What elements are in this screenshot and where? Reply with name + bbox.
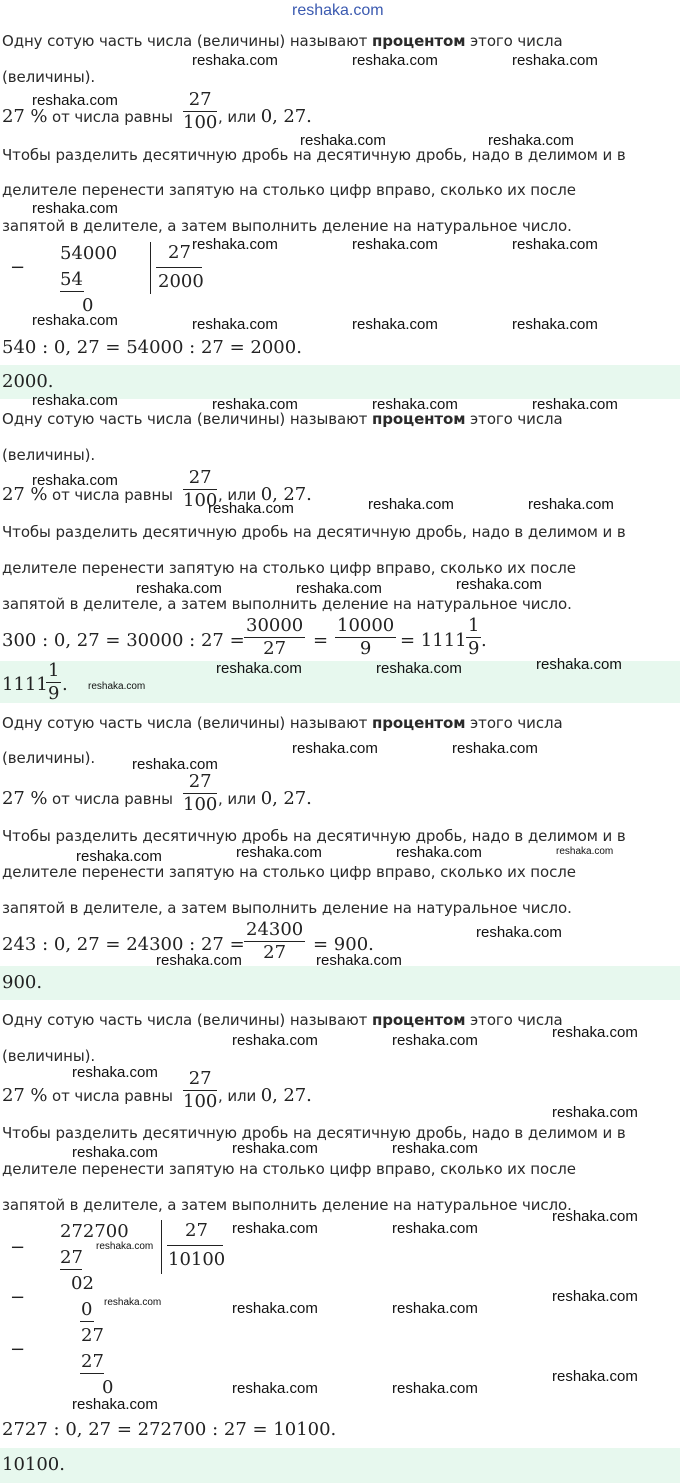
watermark: reshaka.com	[512, 316, 598, 333]
watermark: reshaka.com	[512, 236, 598, 253]
watermark: reshaka.com	[300, 132, 386, 149]
fraction-numerator: 27	[183, 1069, 217, 1091]
fraction-denominator: 100	[183, 112, 218, 133]
rule-line-3: запятой в делителе, а затем выполнить деление на натуральное число.	[2, 1196, 572, 1214]
theory-line-2: (величины).	[2, 68, 96, 86]
rule-line-1: Чтобы разделить десятичную дробь на десятичную дробь, надо в делимом и в	[2, 1124, 626, 1142]
subtrahend-underline	[80, 1373, 104, 1374]
watermark: reshaka.com	[208, 500, 294, 517]
fraction	[335, 616, 396, 659]
watermark: reshaka.com	[512, 52, 598, 69]
watermark: reshaka.com	[556, 846, 614, 857]
watermark: reshaka.com	[352, 236, 438, 253]
percent-tail-text: , или	[218, 108, 261, 126]
watermark: reshaka.com	[392, 1140, 478, 1157]
watermark: reshaka.com	[232, 1380, 318, 1397]
theory-text: этого числа	[465, 32, 563, 50]
fraction-denominator: 100	[183, 1091, 218, 1112]
subtrahend: 54	[60, 269, 83, 290]
divisor-underline	[167, 1245, 223, 1246]
theory-line-1	[2, 714, 563, 732]
equation-dot: .	[481, 630, 487, 651]
percent-label: 27 %	[2, 788, 48, 809]
watermark: reshaka.com	[132, 756, 218, 773]
answer: 10100.	[2, 1454, 65, 1475]
watermark: reshaka.com	[488, 132, 574, 149]
theory-text: этого числа	[465, 714, 563, 732]
equals-sign: =	[313, 630, 329, 651]
watermark: reshaka.com	[96, 1241, 154, 1252]
dividend: 272700	[60, 1221, 129, 1242]
watermark: reshaka.com	[72, 1396, 158, 1413]
division-bar	[161, 1220, 162, 1274]
watermark: reshaka.com	[236, 844, 322, 861]
mixed-fraction	[466, 616, 481, 659]
watermark: reshaka.com	[532, 396, 618, 413]
fraction-denominator: 9	[48, 683, 60, 704]
remainder: 0	[102, 1377, 114, 1398]
fraction-denominator: 27	[263, 638, 287, 659]
fraction-denominator: 100	[183, 794, 218, 815]
watermark: reshaka.com	[396, 844, 482, 861]
watermark: reshaka.com	[212, 396, 298, 413]
watermark: reshaka.com	[392, 1300, 478, 1317]
fraction-numerator: 27	[183, 772, 217, 794]
watermark: reshaka.com	[104, 1297, 162, 1308]
fraction-numerator: 30000	[246, 615, 304, 636]
subtrahend-underline	[60, 1269, 82, 1270]
fraction-denominator: 27	[263, 942, 287, 963]
watermark: reshaka.com	[232, 1220, 318, 1237]
watermark: reshaka.com	[552, 1208, 638, 1225]
percent-line	[2, 789, 173, 809]
percent-line	[2, 1086, 173, 1106]
watermark: reshaka.com	[216, 660, 302, 677]
answer-box	[0, 966, 680, 1000]
watermark: reshaka.com	[456, 576, 542, 593]
fraction-numerator: 27	[183, 90, 217, 112]
subtrahend: 0	[81, 1299, 93, 1320]
subtrahend: 27	[81, 1351, 104, 1372]
theory-bold-term: процентом	[371, 410, 466, 428]
percent-label: 27 %	[2, 1085, 48, 1106]
answer-dot: .	[62, 674, 68, 695]
minus-sign: −	[10, 1339, 26, 1360]
answer-box	[0, 1448, 680, 1483]
answer-whole: 1111	[2, 674, 48, 695]
subtrahend-underline	[80, 1321, 94, 1322]
answer-fraction	[46, 661, 61, 704]
equation: 540 : 0, 27 = 54000 : 27 = 2000.	[2, 337, 302, 358]
theory-bold-term: процентом	[371, 714, 466, 732]
rule-line-3: запятой в делителе, а затем выполнить деление на натуральное число.	[2, 595, 572, 613]
watermark: reshaka.com	[72, 1144, 158, 1161]
theory-text: Одну сотую часть числа (величины) называют	[2, 32, 372, 50]
divisor: 27	[185, 1220, 208, 1241]
watermark: reshaka.com	[232, 1032, 318, 1049]
watermark: reshaka.com	[552, 1104, 638, 1121]
percent-text: от числа равны	[47, 1087, 173, 1105]
watermark: reshaka.com	[352, 52, 438, 69]
equation-part: = 900.	[313, 934, 374, 955]
watermark: reshaka.com	[292, 740, 378, 757]
percent-tail	[218, 107, 312, 127]
rule-line-1: Чтобы разделить десятичную дробь на десятичную дробь, надо в делимом и в	[2, 146, 626, 164]
watermark: reshaka.com	[296, 580, 382, 597]
fraction	[244, 920, 305, 963]
percent-tail	[218, 1086, 312, 1106]
watermark: reshaka.com	[552, 1288, 638, 1305]
percent-text: от числа равны	[47, 108, 173, 126]
theory-line-1	[2, 32, 563, 50]
fraction-27-100	[183, 1069, 217, 1112]
theory-bold-term: процентом	[371, 1011, 466, 1029]
theory-text: Одну сотую часть числа (величины) называют	[2, 1011, 372, 1029]
site-title[interactable]: reshaka.com	[292, 2, 384, 19]
theory-bold-term: процентом	[371, 32, 466, 50]
divisor-underline	[156, 267, 202, 268]
watermark: reshaka.com	[372, 396, 458, 413]
fraction-numerator: 24300	[246, 919, 304, 940]
watermark: reshaka.com	[536, 656, 622, 673]
watermark: reshaka.com	[192, 316, 278, 333]
subtrahend: 27	[60, 1247, 83, 1268]
answer: 2000.	[2, 371, 54, 392]
fraction-denominator: 9	[359, 638, 372, 659]
watermark: reshaka.com	[352, 316, 438, 333]
percent-label: 27 %	[2, 484, 48, 505]
percent-label: 27 %	[2, 106, 48, 127]
dividend: 54000	[60, 243, 118, 264]
watermark: reshaka.com	[32, 200, 118, 217]
theory-text: этого числа	[465, 410, 563, 428]
rule-line-2: делителе перенести запятую на столько цифр вправо, сколько их после	[2, 1160, 576, 1178]
watermark: reshaka.com	[476, 924, 562, 941]
fraction-denominator: 100	[183, 490, 218, 511]
minus-sign: −	[10, 1287, 26, 1308]
percent-text: от числа равны	[47, 790, 173, 808]
watermark: reshaka.com	[32, 312, 118, 329]
percent-tail	[218, 789, 312, 809]
answer: 900.	[2, 972, 43, 993]
watermark: reshaka.com	[136, 580, 222, 597]
watermark: reshaka.com	[76, 848, 162, 865]
watermark: reshaka.com	[452, 740, 538, 757]
fraction-numerator: 27	[183, 468, 217, 490]
equation-part: 300 : 0, 27 = 30000 : 27 =	[2, 630, 245, 651]
watermark: reshaka.com	[552, 1368, 638, 1385]
fraction-numerator: 10000	[337, 615, 395, 636]
watermark: reshaka.com	[368, 496, 454, 513]
theory-line-1	[2, 1011, 563, 1029]
rule-line-2: делителе перенести запятую на столько цифр вправо, сколько их после	[2, 181, 576, 199]
theory-line-2: (величины).	[2, 749, 96, 767]
rule-line-3: запятой в делителе, а затем выполнить деление на натуральное число.	[2, 899, 572, 917]
watermark: reshaka.com	[392, 1032, 478, 1049]
percent-value: 0, 27.	[260, 1085, 312, 1106]
fraction-27-100	[183, 772, 217, 815]
remainder: 02	[71, 1273, 94, 1294]
theory-text: Одну сотую часть числа (величины) называют	[2, 714, 372, 732]
watermark: reshaka.com	[88, 681, 146, 692]
watermark: reshaka.com	[376, 660, 462, 677]
rule-line-2: делителе перенести запятую на столько цифр вправо, сколько их после	[2, 863, 576, 881]
watermark: reshaka.com	[32, 92, 118, 109]
quotient: 2000	[158, 271, 204, 292]
theory-line-2: (величины).	[2, 446, 96, 464]
equation: 2727 : 0, 27 = 272700 : 27 = 10100.	[2, 1419, 337, 1440]
equation-part: 243 : 0, 27 = 24300 : 27 =	[2, 934, 245, 955]
fraction-denominator: 9	[468, 638, 480, 659]
watermark: reshaka.com	[392, 1220, 478, 1237]
theory-text: этого числа	[465, 1011, 563, 1029]
fraction-numerator: 1	[48, 660, 60, 681]
remainder: 0	[82, 295, 94, 316]
watermark: reshaka.com	[316, 952, 402, 969]
minus-sign: −	[10, 257, 26, 278]
divisor: 27	[168, 242, 191, 263]
remainder: 27	[81, 1325, 104, 1346]
watermark: reshaka.com	[32, 472, 118, 489]
fraction	[244, 616, 305, 659]
watermark: reshaka.com	[192, 236, 278, 253]
watermark: reshaka.com	[156, 952, 242, 969]
quotient: 10100	[168, 1249, 226, 1270]
watermark: reshaka.com	[528, 496, 614, 513]
watermark: reshaka.com	[552, 1024, 638, 1041]
theory-text: Одну сотую часть числа (величины) называют	[2, 410, 372, 428]
theory-line-2: (величины).	[2, 1047, 96, 1065]
rule-line-2: делителе перенести запятую на столько цифр вправо, сколько их после	[2, 559, 576, 577]
division-bar	[150, 242, 151, 294]
fraction-27-100	[183, 90, 217, 133]
fraction-numerator: 1	[468, 615, 480, 636]
watermark: reshaka.com	[232, 1140, 318, 1157]
percent-text: от числа равны	[47, 486, 173, 504]
equation-part: = 1111	[400, 630, 467, 651]
percent-tail-text: , или	[218, 1087, 261, 1105]
rule-line-1: Чтобы разделить десятичную дробь на десятичную дробь, надо в делимом и в	[2, 523, 626, 541]
watermark: reshaka.com	[32, 392, 118, 409]
watermark: reshaka.com	[232, 1300, 318, 1317]
minus-sign: −	[10, 1237, 26, 1258]
percent-value: 0, 27.	[260, 106, 312, 127]
subtrahend-underline	[60, 291, 84, 292]
percent-tail-text: , или	[218, 790, 261, 808]
percent-value: 0, 27.	[260, 484, 312, 505]
rule-line-1: Чтобы разделить десятичную дробь на десятичную дробь, надо в делимом и в	[2, 827, 626, 845]
watermark: reshaka.com	[392, 1380, 478, 1397]
percent-value: 0, 27.	[260, 788, 312, 809]
rule-line-3: запятой в делителе, а затем выполнить деление на натуральное число.	[2, 217, 572, 235]
percent-line	[2, 107, 173, 127]
watermark: reshaka.com	[72, 1064, 158, 1081]
percent-tail-text: , или	[218, 486, 261, 504]
watermark: reshaka.com	[192, 52, 278, 69]
